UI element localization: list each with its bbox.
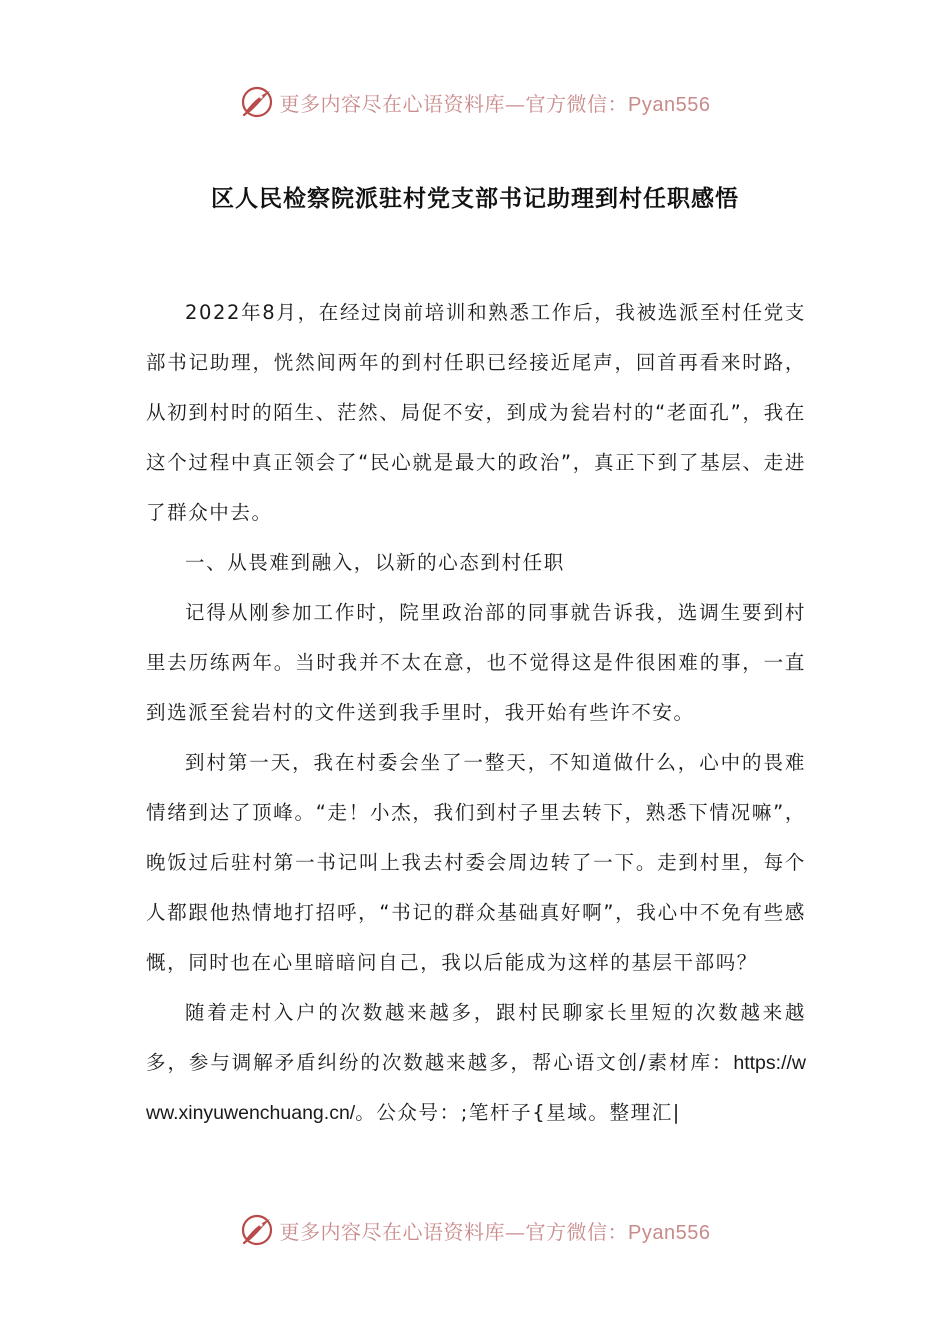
header-banner bbox=[0, 82, 950, 122]
paragraph-4-tail: 。公众号：;笔杆子{星域。整理汇| bbox=[355, 1101, 681, 1124]
paragraph-4 bbox=[146, 988, 806, 1138]
footer-banner bbox=[0, 1210, 950, 1250]
banner-wechat-id: Pyan556 bbox=[628, 93, 711, 116]
banner-text bbox=[280, 1216, 711, 1245]
section-heading-1: 一、从畏难到融入，以新的心态到村任职 bbox=[185, 551, 565, 574]
paragraph-1: 2022年8月，在经过岗前培训和熟悉工作后，我被选派至村任党支部书记助理，恍然间两年的到村任职已经接近尾声，回首再看来时路，从初到村时的陌生、茫然、局促不安，到成为瓮岩村的“老面孔”，我在这个过程中真正领会了“民心就是最大的政治”，真正下到了基层、走进了群众中去。 bbox=[146, 301, 806, 524]
quill-pen-logo-icon bbox=[240, 1213, 274, 1247]
paragraph-4-text: 随着走村入户的次数越来越多，跟村民聊家长里短的次数越来越多，参与调解矛盾纠纷的次数越来越多，帮心语文创/素材库： bbox=[146, 1001, 806, 1074]
banner-text bbox=[280, 88, 711, 117]
banner-wechat-id: Pyan556 bbox=[628, 1221, 711, 1244]
document-body bbox=[146, 288, 806, 1138]
quill-pen-logo-icon bbox=[240, 85, 274, 119]
document-title: 区人民检察院派驻村党支部书记助理到村任职感悟 bbox=[211, 186, 739, 212]
banner-label: 更多内容尽在心语资料库—官方微信： bbox=[279, 1219, 629, 1244]
website-link[interactable]: https://www.xinyuwenchuang.cn/ bbox=[146, 1052, 806, 1124]
banner-label: 更多内容尽在心语资料库—官方微信： bbox=[279, 91, 629, 116]
paragraph-2: 记得从刚参加工作时，院里政治部的同事就告诉我，选调生要到村里去历练两年。当时我并不太在意，也不觉得这是件很困难的事，一直到选派至瓮岩村的文件送到我手里时，我开始有些许不安。 bbox=[146, 601, 806, 724]
paragraph-3: 到村第一天，我在村委会坐了一整天，不知道做什么，心中的畏难情绪到达了顶峰。“走！小杰，我们到村子里去转下，熟悉下情况嘛”，晚饭过后驻村第一书记叫上我去村委会周边转了一下。走到村里，每个人都跟他热情地打招呼，“书记的群众基础真好啊”，我心中不免有些感慨，同时也在心里暗暗问自己，我以后能成为这样的基层干部吗？ bbox=[146, 751, 806, 974]
